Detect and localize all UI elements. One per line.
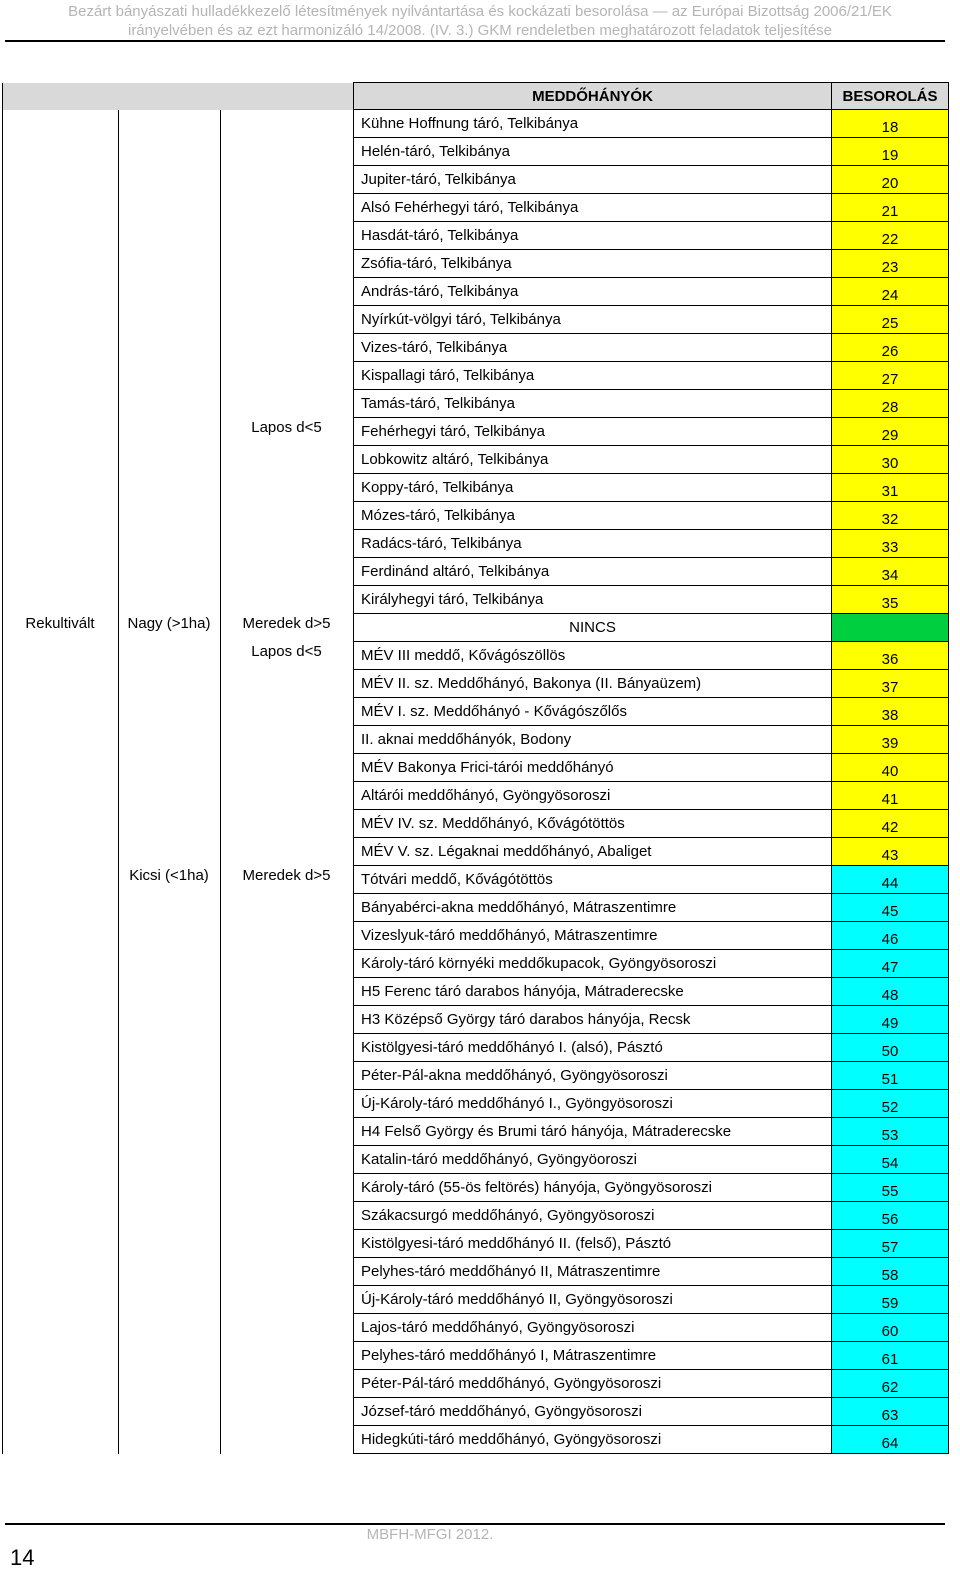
besorolas-value: 23	[832, 250, 949, 278]
besorolas-value: 63	[832, 1398, 949, 1426]
besorolas-value: 57	[832, 1230, 949, 1258]
meddohany-name: Kühne Hoffnung táró, Telkibánya	[354, 110, 832, 138]
col-head-besorolas: BESOROLÁS	[832, 83, 949, 110]
besorolas-value: 19	[832, 138, 949, 166]
besorolas-value: 25	[832, 306, 949, 334]
besorolas-value: 20	[832, 166, 949, 194]
header-line-2: irányelvében és az ezt harmonizáló 14/2008. (IV. 3.) GKM rendeletben meghatározott feladatok teljesítése	[127, 22, 833, 39]
besorolas-value: 48	[832, 978, 949, 1006]
category-label-rekultivalt: Rekultivált	[25, 615, 95, 632]
besorolas-value: 52	[832, 1090, 949, 1118]
meddohany-name: Vizeslyuk-táró meddőhányó, Mátraszentimre	[354, 922, 832, 950]
header-line-1: Bezárt bányászati hulladékkezelő létesítmények nyilvántartása és kockázati besorolása — az Európai Bizottság 2006/21/EK	[68, 3, 892, 20]
besorolas-value: 24	[832, 278, 949, 306]
besorolas-value: 61	[832, 1342, 949, 1370]
table-body	[3, 110, 949, 1454]
meddohany-name: H5 Ferenc táró darabos hányója, Mátraderecske	[354, 978, 832, 1006]
besorolas-value: 42	[832, 810, 949, 838]
besorolas-value: 47	[832, 950, 949, 978]
besorolas-value: 53	[832, 1118, 949, 1146]
page-number: 14	[10, 1545, 35, 1570]
besorolas-value: 32	[832, 502, 949, 530]
page-header	[0, 2, 960, 40]
besorolas-value: 60	[832, 1314, 949, 1342]
besorolas-value: 33	[832, 530, 949, 558]
meddohany-name: Péter-Pál-akna meddőhányó, Gyöngyösoroszi	[354, 1062, 832, 1090]
nincs-cell: NINCS	[354, 614, 832, 642]
meddohany-name: Károly-táró (55-ös feltörés) hányója, Gyöngyösoroszi	[354, 1174, 832, 1202]
besorolas-value: 39	[832, 726, 949, 754]
besorolas-value: 29	[832, 418, 949, 446]
slope-label-meredek-2: Meredek d>5	[242, 867, 331, 884]
meddohany-name: Új-Károly-táró meddőhányó II, Gyöngyösoroszi	[354, 1286, 832, 1314]
slope-label-meredek-1: Meredek d>5	[242, 615, 331, 632]
table-row	[3, 110, 949, 138]
slope-label-lapos-1: Lapos d<5	[251, 419, 322, 436]
meddohany-name: Pelyhes-táró meddőhányó I, Mátraszentimre	[354, 1342, 832, 1370]
besorolas-value: 38	[832, 698, 949, 726]
meddohany-name: Hasdát-táró, Telkibánya	[354, 222, 832, 250]
meddohany-name: Helén-táró, Telkibánya	[354, 138, 832, 166]
besorolas-value: 55	[832, 1174, 949, 1202]
besorolas-value: 26	[832, 334, 949, 362]
besorolas-value: 22	[832, 222, 949, 250]
classification-table	[2, 82, 949, 1454]
meddohany-name: MÉV II. sz. Meddőhányó, Bakonya (II. Bányaüzem)	[354, 670, 832, 698]
besorolas-value: 21	[832, 194, 949, 222]
besorolas-value: 44	[832, 866, 949, 894]
meddohany-name: MÉV III meddő, Kővágószöllös	[354, 642, 832, 670]
meddohany-name: Mózes-táró, Telkibánya	[354, 502, 832, 530]
meddohany-name: Fehérhegyi táró, Telkibánya	[354, 418, 832, 446]
meddohany-name: Zsófia-táró, Telkibánya	[354, 250, 832, 278]
meddohany-name: Bányabérci-akna meddőhányó, Mátraszentimre	[354, 894, 832, 922]
meddohany-name: MÉV IV. sz. Meddőhányó, Kővágótöttös	[354, 810, 832, 838]
besorolas-value: 30	[832, 446, 949, 474]
meddohany-name: Tamás-táró, Telkibánya	[354, 390, 832, 418]
meddohany-name: Ferdinánd altáró, Telkibánya	[354, 558, 832, 586]
besorolas-value: 43	[832, 838, 949, 866]
meddohany-name: Koppy-táró, Telkibánya	[354, 474, 832, 502]
meddohany-name: Péter-Pál-táró meddőhányó, Gyöngyösoroszi	[354, 1370, 832, 1398]
size-label-nagy: Nagy (>1ha)	[127, 615, 211, 632]
header-blank	[3, 83, 354, 110]
besorolas-value: 50	[832, 1034, 949, 1062]
slope-column-block-1	[221, 110, 354, 614]
meddohany-name: Kistölgyesi-táró meddőhányó I. (alsó), Pásztó	[354, 1034, 832, 1062]
meddohany-name: Károly-táró környéki meddőkupacok, Gyöngyösoroszi	[354, 950, 832, 978]
meddohany-name: H3 Középső György táró darabos hányója, Recsk	[354, 1006, 832, 1034]
footer-rule	[5, 1523, 945, 1525]
meddohany-name: MÉV V. sz. Légaknai meddőhányó, Abaliget	[354, 838, 832, 866]
besorolas-value: 58	[832, 1258, 949, 1286]
besorolas-value: 37	[832, 670, 949, 698]
meddohany-name: Altárói meddőhányó, Gyöngyösoroszi	[354, 782, 832, 810]
meddohany-name: Pelyhes-táró meddőhányó II, Mátraszentimre	[354, 1258, 832, 1286]
size-label-kicsi: Kicsi (<1ha)	[129, 867, 209, 884]
meddohany-name: Lobkowitz altáró, Telkibánya	[354, 446, 832, 474]
meddohany-name: II. aknai meddőhányók, Bodony	[354, 726, 832, 754]
meddohany-name: Új-Károly-táró meddőhányó I., Gyöngyösoroszi	[354, 1090, 832, 1118]
meddohany-name: Kispallagi táró, Telkibánya	[354, 362, 832, 390]
meddohany-name: Tótvári meddő, Kővágótöttös	[354, 866, 832, 894]
meddohany-name: Nyírkút-völgyi táró, Telkibánya	[354, 306, 832, 334]
besorolas-value: 35	[832, 586, 949, 614]
footer-text: MBFH-MFGI 2012.	[366, 1526, 494, 1543]
col-head-meddohanyok: MEDDŐHÁNYÓK	[354, 83, 832, 110]
slope-column-block-4	[221, 866, 354, 1454]
besorolas-value: 51	[832, 1062, 949, 1090]
meddohany-name: Katalin-táró meddőhányó, Gyöngyöoroszi	[354, 1146, 832, 1174]
besorolas-value: 18	[832, 110, 949, 138]
besorolas-value: 54	[832, 1146, 949, 1174]
meddohany-name: H4 Felső György és Brumi táró hányója, Mátraderecske	[354, 1118, 832, 1146]
besorolas-value: 40	[832, 754, 949, 782]
meddohany-name: András-táró, Telkibánya	[354, 278, 832, 306]
header-rule	[5, 40, 945, 42]
meddohany-name: Jupiter-táró, Telkibánya	[354, 166, 832, 194]
category-column-1	[3, 110, 119, 1454]
slope-column-block-3	[221, 642, 354, 866]
meddohany-name: Hidegkúti-táró meddőhányó, Gyöngyösoroszi	[354, 1426, 832, 1454]
meddohany-name: Radács-táró, Telkibánya	[354, 530, 832, 558]
slope-label-lapos-2: Lapos d<5	[251, 643, 322, 660]
besorolas-value: 59	[832, 1286, 949, 1314]
besorolas-value: 46	[832, 922, 949, 950]
besorolas-value: 41	[832, 782, 949, 810]
besorolas-value: 64	[832, 1426, 949, 1454]
besorolas-value: 49	[832, 1006, 949, 1034]
meddohany-name: Alsó Fehérhegyi táró, Telkibánya	[354, 194, 832, 222]
besorolas-value: 62	[832, 1370, 949, 1398]
table-header-row	[3, 83, 949, 110]
besorolas-value: 36	[832, 642, 949, 670]
category-column-2	[119, 110, 221, 1454]
meddohany-name: Vizes-táró, Telkibánya	[354, 334, 832, 362]
meddohany-name: MÉV Bakonya Frici-tárói meddőhányó	[354, 754, 832, 782]
meddohany-name: Kistölgyesi-táró meddőhányó II. (felső), Pásztó	[354, 1230, 832, 1258]
besorolas-value: 56	[832, 1202, 949, 1230]
besorolas-value: 34	[832, 558, 949, 586]
meddohany-name: Szákacsurgó meddőhányó, Gyöngyösoroszi	[354, 1202, 832, 1230]
meddohany-name: Királyhegyi táró, Telkibánya	[354, 586, 832, 614]
besorolas-value: 28	[832, 390, 949, 418]
meddohany-name: MÉV I. sz. Meddőhányó - Kővágószőlős	[354, 698, 832, 726]
besorolas-value: 45	[832, 894, 949, 922]
meddohany-name: Lajos-táró meddőhányó, Gyöngyösoroszi	[354, 1314, 832, 1342]
meddohany-name: József-táró meddőhányó, Gyöngyösoroszi	[354, 1398, 832, 1426]
besorolas-value: 27	[832, 362, 949, 390]
besorolas-value: 31	[832, 474, 949, 502]
besorolas-cell	[832, 614, 949, 642]
